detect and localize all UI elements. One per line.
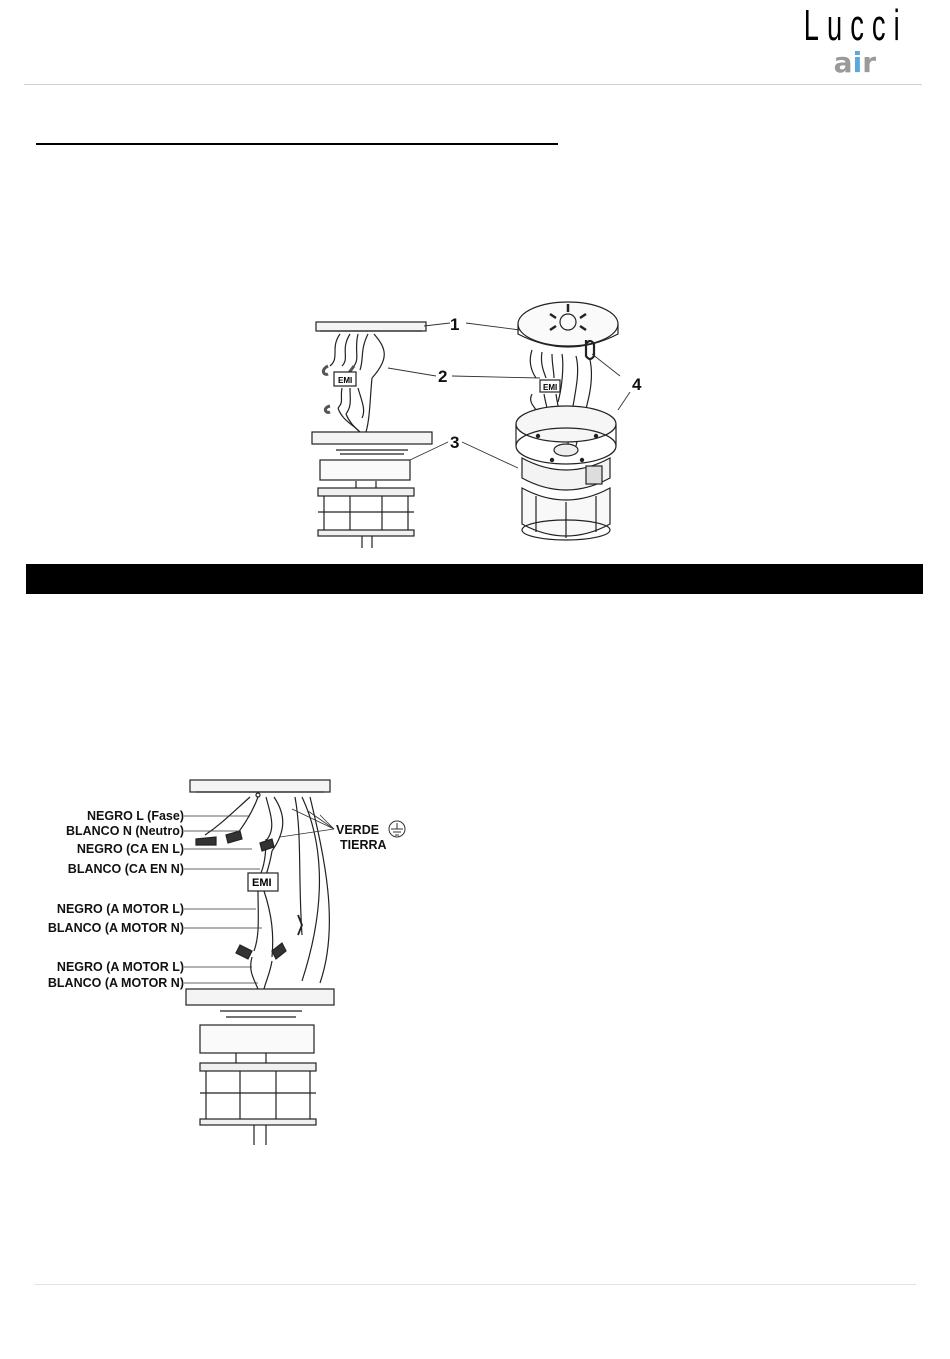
earth-ground-icon (389, 821, 405, 837)
label-blanco-motor-1: BLANCO (A MOTOR N) (47, 921, 184, 935)
callout-4: 4 (632, 375, 642, 394)
left-motor-housing (320, 460, 410, 480)
wire-nut-1 (196, 837, 216, 845)
figure-2-wiring-diagram (40, 775, 420, 1155)
canopy-plate (190, 780, 330, 792)
callout-1: 1 (450, 315, 460, 334)
section-header-bar (26, 564, 923, 594)
callout-3: 3 (450, 433, 460, 452)
label-negro-motor-2: NEGRO (A MOTOR L) (56, 960, 184, 974)
logo-letter-a: a (833, 46, 853, 79)
label-verde: VERDE (336, 823, 380, 837)
motor-housing (200, 1025, 314, 1053)
callout-2: 2 (438, 367, 448, 386)
left-emi-label: EMI (338, 376, 353, 385)
right-emi-label: EMI (543, 383, 558, 392)
left-bottom-plate (312, 432, 432, 444)
label-tierra: TIERRA (340, 838, 387, 852)
figure-1-exploded-diagram (300, 298, 660, 548)
logo-subword (834, 48, 876, 78)
left-top-plate (316, 322, 426, 331)
label-blanco-n: BLANCO N (Neutro) (65, 824, 184, 838)
logo-wordmark: Lucci (804, 1, 908, 50)
header-divider (24, 84, 922, 85)
logo-letter-i: i (852, 46, 863, 79)
wire-nut-5 (272, 943, 286, 959)
right-mounting-ring (516, 406, 616, 442)
wire-nut-2 (226, 831, 242, 843)
emi-label: EMI (252, 877, 272, 889)
label-negro-motor-1: NEGRO (A MOTOR L) (56, 902, 184, 916)
section-heading-underline (36, 143, 558, 145)
motor-mounting-plate (186, 989, 334, 1005)
logo-letter-r: r (862, 46, 876, 79)
label-negro-l: NEGRO L (Fase) (86, 809, 184, 823)
wire-nut-4 (236, 945, 252, 959)
brand-logo (796, 1, 908, 79)
label-blanco-motor-2: BLANCO (A MOTOR N) (47, 976, 184, 990)
label-negro-ca: NEGRO (CA EN L) (76, 842, 184, 856)
wire-nut-3 (260, 839, 274, 851)
footer-divider (34, 1284, 916, 1285)
label-blanco-ca: BLANCO (CA EN N) (67, 862, 184, 876)
